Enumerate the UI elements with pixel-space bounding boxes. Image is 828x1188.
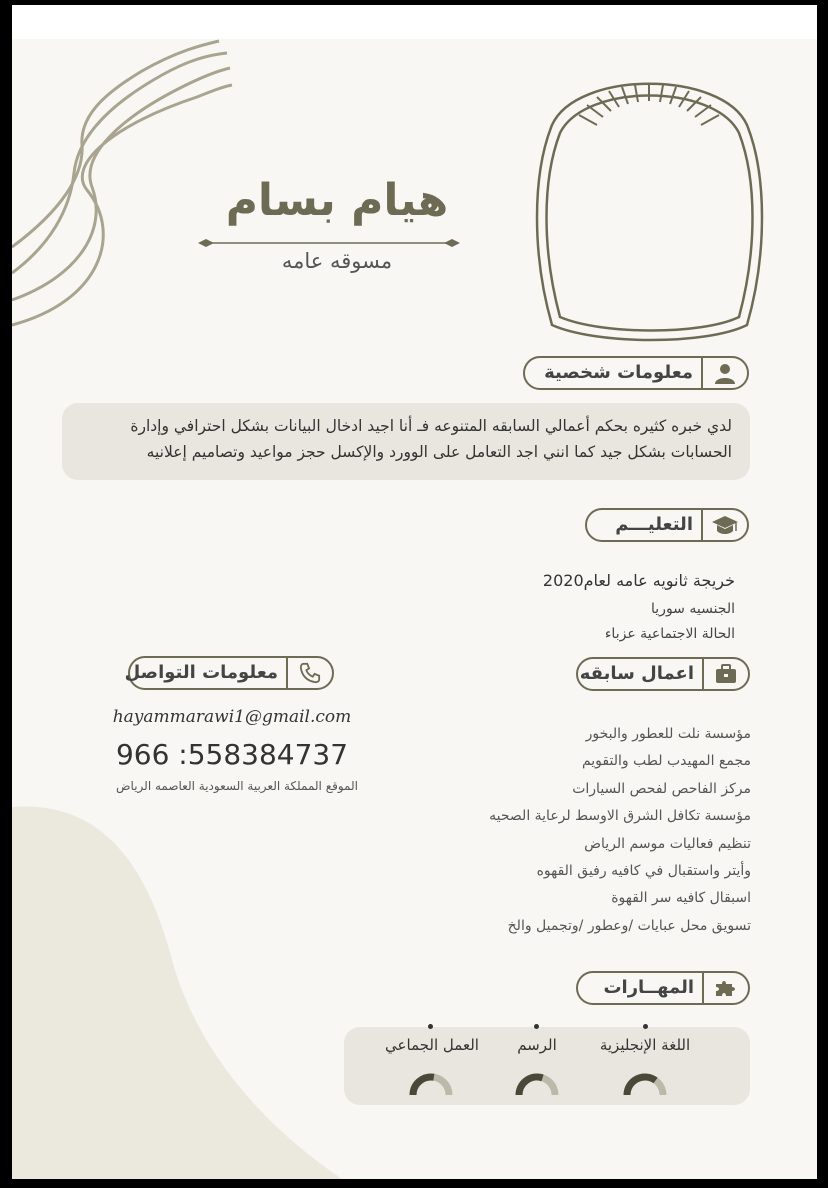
personal-info-heading: معلومات شخصية <box>544 362 693 383</box>
skill-gauge-fill <box>413 1077 434 1095</box>
applicant-name: هيام بسام <box>225 175 449 226</box>
contact-header <box>124 656 334 690</box>
education-degree: خريجة ثانويه عامه لعام2020 <box>542 571 735 590</box>
skill-gauge-fill <box>519 1077 543 1095</box>
list-item: وأيتر واستقبال في كافيه رفيق القهوه <box>536 862 751 879</box>
education-heading: التعليـــم <box>615 514 693 535</box>
graduation-cap-icon <box>701 510 747 540</box>
personal-info-header <box>523 356 749 390</box>
summary-text <box>82 413 732 465</box>
contact-phone: 966 :558384737 <box>115 738 349 771</box>
summary-line-1: لدي خبره كثيره بحكم أعمالي السابقه المتنوعه فـ أنا اجيد ادخال البيانات بشكل احترافي وإدارة <box>130 417 732 435</box>
puzzle-icon <box>702 973 748 1003</box>
list-item: مجمع المهيدب لطب والتقويم <box>581 753 751 770</box>
skill-gauge <box>622 1071 668 1097</box>
skill-gauge-fill <box>627 1077 656 1095</box>
experience-heading: اعمال سابقه <box>579 663 694 684</box>
skill-dot <box>534 1024 539 1029</box>
experience-list <box>391 721 751 940</box>
contact-email: hayammarawi1@gmail.com <box>112 707 352 727</box>
user-icon <box>701 358 747 388</box>
photo-frame <box>527 55 772 345</box>
resume-page <box>12 5 817 1179</box>
education-marital-status: الحالة الاجتماعية عزباء <box>604 626 735 642</box>
skill-dot <box>643 1024 648 1029</box>
contact-heading: معلومات التواصل <box>124 662 278 683</box>
summary-line-2: الحسابات بشكل جيد كما انني اجد التعامل على الوورد والإكسل حجز مواعيد وتصاميم إعلانيه <box>146 443 732 461</box>
education-header <box>585 508 749 542</box>
list-item: مؤسسة نلت للعطور والبخور <box>585 726 751 742</box>
skills-header <box>576 971 750 1005</box>
skill-label: الرسم <box>517 1036 557 1054</box>
list-item: تسويق محل عبايات /وعطور /وتجميل والخ <box>507 917 751 934</box>
job-title: مسوقه عامه <box>281 249 393 273</box>
skills-heading: المهــارات <box>603 977 694 998</box>
name-divider <box>198 238 460 248</box>
phone-icon <box>286 658 332 688</box>
contact-location: الموقع المملكة العربية السعودية العاصمه الرياض <box>116 779 358 793</box>
skill-gauge <box>514 1071 560 1097</box>
skill-label: العمل الجماعي <box>385 1036 479 1054</box>
briefcase-icon <box>702 659 748 689</box>
list-item: مؤسسة تكافل الشرق الاوسط لرعاية الصحيه <box>489 808 751 825</box>
skill-dot <box>428 1024 433 1029</box>
list-item: مركز الفاحص لفحص السيارات <box>572 780 751 797</box>
list-item: تنظيم فعاليات موسم الرياض <box>584 835 751 852</box>
skill-gauge <box>408 1071 454 1097</box>
education-nationality: الجنسيه سوريا <box>651 601 735 617</box>
skill-label: اللغة الإنجليزية <box>599 1036 691 1054</box>
list-item: اسبقال كافيه سر القهوة <box>611 890 751 907</box>
experience-header <box>576 657 750 691</box>
